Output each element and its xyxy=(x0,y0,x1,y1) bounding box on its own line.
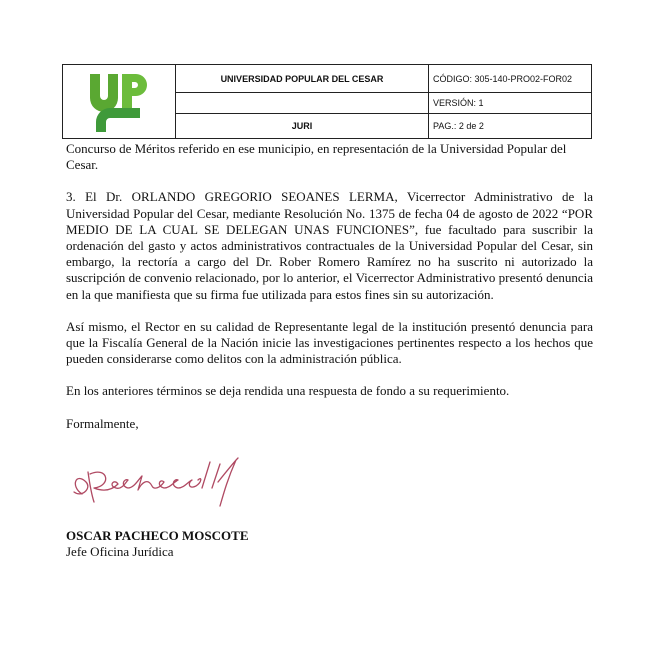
document-header xyxy=(62,64,592,139)
paragraph-1: Concurso de Méritos referido en ese municipio, en representación de la Universidad Popular del Cesar. xyxy=(66,141,567,173)
closing: Formalmente, xyxy=(66,415,139,431)
letter-body xyxy=(66,141,593,432)
logo-cell xyxy=(63,65,176,138)
unit-name: JURI xyxy=(291,121,313,131)
institution-name: UNIVERSIDAD POPULAR DEL CESAR xyxy=(176,65,428,93)
document-version: VERSIÓN: 1 xyxy=(429,93,591,114)
document-code: CÓDIGO: 305-140-PRO02-FOR02 xyxy=(429,65,591,93)
university-logo xyxy=(84,70,154,134)
blank-row xyxy=(176,93,428,114)
handwritten-signature xyxy=(68,452,248,512)
signer-name: OSCAR PACHECO MOSCOTE xyxy=(66,528,249,543)
paragraph-3: Así mismo, el Rector en su calidad de Representante legal de la institución presentó denuncia para que la Fiscalía General de la Nación inicie las investigaciones pertinentes respecto a los hechos que pueden considerarse como delitos con la administración pública. xyxy=(66,318,593,367)
signer-title: Jefe Oficina Jurídica xyxy=(66,544,174,559)
paragraph-4: En los anteriores términos se deja rendida una respuesta de fondo a su requerimiento. xyxy=(66,383,510,399)
page-number: PAG.: 2 de 2 xyxy=(433,121,484,131)
header-right xyxy=(429,65,591,138)
paragraph-2: 3. El Dr. ORLANDO GREGORIO SEOANES LERMA, Vicerrector Administrativo de la Universidad Popular del Cesar, mediante Resolución No. 1375 de fecha 04 de agosto de 2022 “POR MEDIO DE LA CUAL SE DELEGAN UNAS FUNCIONES”, fue facultado para suscribir la ordenación del gasto y actos administrativos contractuales de la Universidad Popular del Cesar, sin embargo, la rectoría a cargo del Dr. Rober Romero Ramírez no ha suscrito ni autorizado la suscripción de convenio relacionado, por lo anterior, el Vicerrector Administrativo presentó denuncia en la que manifiesta que su firma fue utilizada para estos fines sin su autorización. xyxy=(66,189,593,302)
header-middle xyxy=(176,65,429,138)
